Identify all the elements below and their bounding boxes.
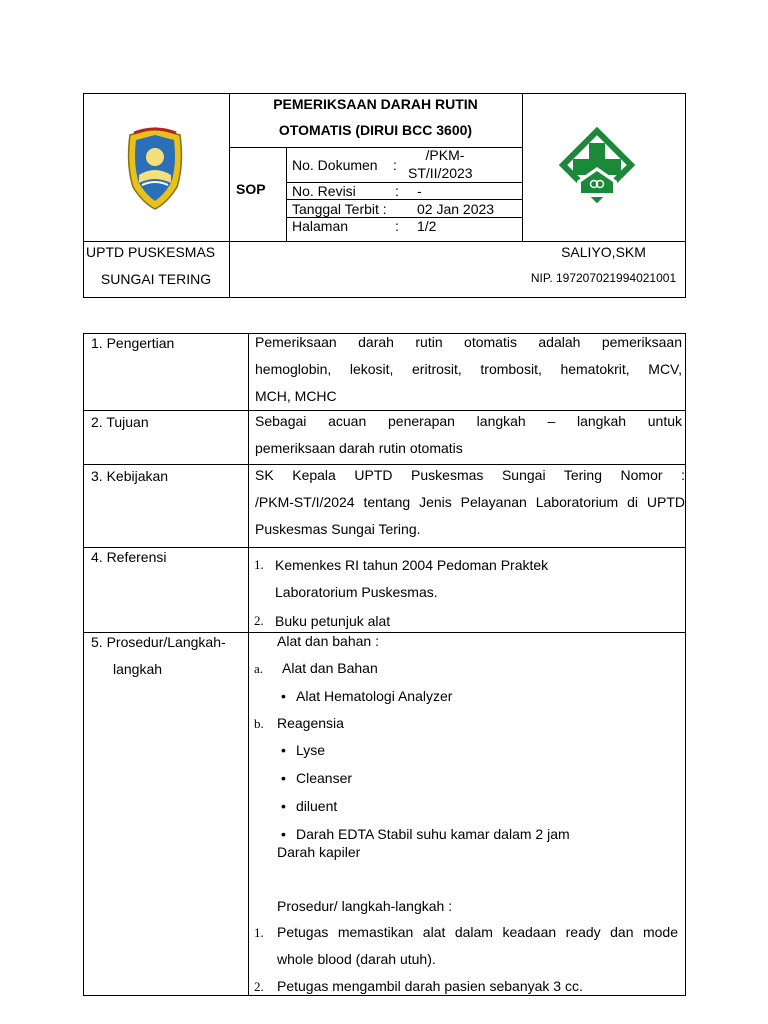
issue-date-label: Tanggal Terbit : xyxy=(292,201,387,217)
prosedur-a-item: Alat Hematologi Analyzer xyxy=(296,688,453,704)
section-tujuan-label: 2. Tujuan xyxy=(91,414,149,430)
step-text: Petugas mengambil darah pasien sebanyak 3 cc. xyxy=(277,978,583,994)
referensi-item-number: 1. xyxy=(254,557,264,572)
text-line: /PKM-ST/I/2024 tentang Jenis Pelayanan Laboratorium di UPTD xyxy=(255,494,685,510)
section-prosedur-label-cont: langkah xyxy=(113,661,163,677)
section-referensi-label: 4. Referensi xyxy=(91,549,167,565)
regional-emblem-logo xyxy=(122,125,188,211)
doc-number-value-line2: ST/II/2023 xyxy=(408,165,473,181)
revision-label: No. Revisi xyxy=(292,183,356,199)
prosedur-intro: Alat dan bahan : xyxy=(277,633,379,649)
text-line: Pemeriksaan darah rutin otomatis adalah pemeriksaan xyxy=(255,334,682,350)
step-number: 2. xyxy=(254,979,264,994)
section-tujuan-text xyxy=(255,408,682,462)
bullet-icon: • xyxy=(281,798,286,814)
page-colon: : xyxy=(395,218,399,234)
prosedur-b-item: Lyse xyxy=(296,742,326,758)
revision-colon: : xyxy=(395,183,399,199)
referensi-item-number: 2. xyxy=(254,613,264,628)
doc-number-value-line1: /PKM- xyxy=(425,147,465,163)
prosedur-a-label: Alat dan Bahan xyxy=(282,660,378,676)
org-name-line2: SUNGAI TERING xyxy=(100,271,212,287)
step-text-cont: whole blood (darah utuh). xyxy=(277,951,436,967)
section-kebijakan-text xyxy=(255,462,685,543)
issue-date-value: 02 Jan 2023 xyxy=(417,201,495,217)
bullet-icon: • xyxy=(281,742,286,758)
step-text: Petugas memastikan alat dalam keadaan ready dan mode xyxy=(277,924,678,940)
signer-name: SALIYO,SKM xyxy=(561,244,646,260)
section-kebijakan-label: 3. Kebijakan xyxy=(91,468,169,484)
text-line: MCH, MCHC xyxy=(255,388,337,404)
prosedur-b-label: Reagensia xyxy=(277,715,344,731)
prosedur-b-item: diluent xyxy=(296,798,338,814)
sop-title-line1: PEMERIKSAAN DARAH RUTIN xyxy=(273,96,478,112)
referensi-item-text: Buku petunjuk alat xyxy=(275,613,391,629)
text-line: Puskesmas Sungai Tering. xyxy=(255,521,421,537)
step-number: 1. xyxy=(254,925,264,940)
referensi-item-text: Kemenkes RI tahun 2004 Pedoman Praktek xyxy=(275,557,549,573)
bullet-icon: • xyxy=(281,688,286,704)
prosedur-b-number: b. xyxy=(254,716,264,731)
page-value: 1/2 xyxy=(417,218,437,234)
prosedur-b-item: Darah EDTA Stabil suhu kamar dalam 2 jam xyxy=(296,826,570,842)
sop-title-line2: OTOMATIS (DIRUI BCC 3600) xyxy=(278,122,473,138)
org-name-line1: UPTD PUSKESMAS xyxy=(86,244,216,260)
referensi-item-text-cont: Laboratorium Puskesmas. xyxy=(275,584,438,600)
page-label: Halaman xyxy=(292,218,349,234)
revision-value: - xyxy=(417,183,422,199)
signer-nip: NIP. 197207021994021001 xyxy=(530,271,677,285)
sop-label: SOP xyxy=(236,181,266,197)
bullet-icon: • xyxy=(281,826,286,842)
puskesmas-logo xyxy=(559,127,635,211)
prosedur-steps-title: Prosedur/ langkah-langkah : xyxy=(277,898,453,914)
text-line: Sebagai acuan penerapan langkah – langkah untuk xyxy=(255,413,682,429)
section-prosedur-label: 5. Prosedur/Langkah- xyxy=(91,634,226,650)
bullet-icon: • xyxy=(281,770,286,786)
text-line: pemeriksaan darah rutin otomatis xyxy=(255,440,463,456)
doc-number-label: No. Dokumen xyxy=(292,157,378,173)
prosedur-a-number: a. xyxy=(254,661,264,676)
prosedur-b-extra: Darah kapiler xyxy=(277,844,361,860)
prosedur-b-item: Cleanser xyxy=(296,770,353,786)
section-pengertian-text xyxy=(255,329,682,410)
doc-number-colon: : xyxy=(393,157,397,173)
text-line: hemoglobin, lekosit, eritrosit, trombosit, hematokrit, MCV, xyxy=(255,361,682,377)
text-line: SK Kepala UPTD Puskesmas Sungai Tering Nomor : xyxy=(255,467,685,483)
section-pengertian-label: 1. Pengertian xyxy=(91,335,175,351)
